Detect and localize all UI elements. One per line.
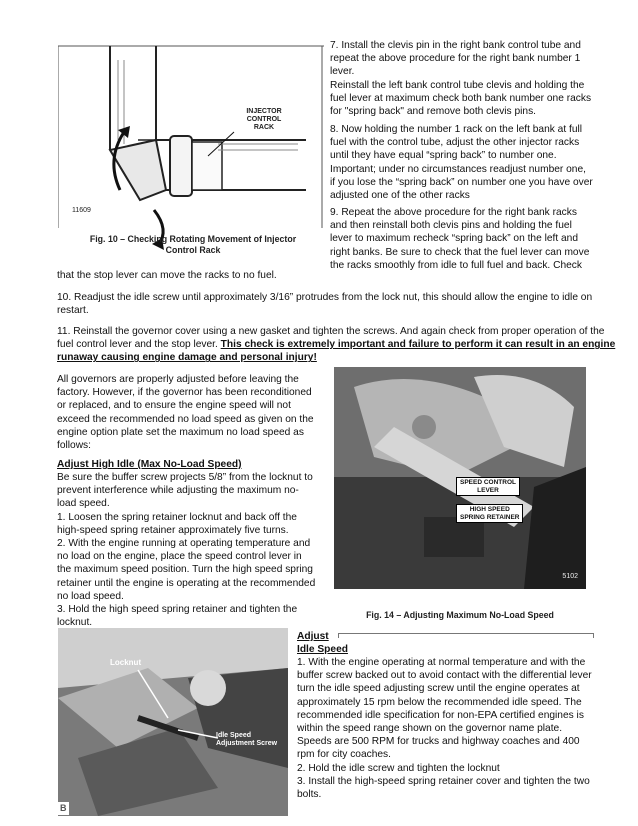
photo-b-corner-letter: B: [58, 802, 69, 815]
figure-14: [334, 367, 586, 625]
injector-control-rack-label: [234, 108, 294, 132]
idle-screw-photo-illustration: [58, 628, 288, 816]
fig14-speed-line2: LEVER: [477, 486, 499, 494]
high-speed-spring-retainer-label: [456, 504, 523, 523]
fig10-number: 11609: [72, 207, 91, 214]
photo-b-screw-line2: Adjustment Screw: [216, 740, 278, 747]
idle-heading-line1: Adjust: [297, 631, 329, 642]
fig14-caption: Fig. 14 – Adjusting Maximum No-Load Speed: [366, 610, 554, 620]
photo-b-screw-line1: Idle Speed: [216, 732, 252, 739]
photo-b-image: [58, 628, 288, 816]
fig10-label-line2: CONTROL: [246, 116, 282, 123]
fig14-number: 5102: [562, 572, 578, 580]
step-11-warning: This check is extremely important and failure to perform it can result in an engine runaway causing engine damage and personal injury!: [57, 339, 616, 364]
high-idle-heading: Adjust High Idle (Max No-Load Speed): [57, 459, 242, 470]
fig10-caption-line2: Control Rack: [165, 245, 221, 255]
fig14-speed-line1: SPEED CONTROL: [460, 479, 516, 486]
step-11: [57, 325, 617, 365]
step-7: 7. Install the clevis pin in the right bank control tube and repeat the above procedure for the right bank number 1 lever. Reinstall the left bank control tube clevis and holding the fuel lever at maximum check both bank number one racks for "spring back" and remove both clevis pins.: [330, 40, 592, 118]
fig14-high-line2: SPRING RETAINER: [460, 513, 520, 521]
governors-intro: All governors are properly adjusted before leaving the factory. However, if the governor has been reconditioned or replaced, and to ensure the engine speed will not exceed the recommended no load speed as given on the engine option plate set the maximum no load speed as follows:: [57, 374, 314, 452]
photo-b: [58, 628, 288, 816]
idle-speed-screw-label: [216, 732, 277, 748]
fig10-caption: [62, 234, 324, 256]
speed-control-lever-label: [456, 477, 520, 496]
step-9: 9. Repeat the above procedure for the right bank racks and then reinstall both clevis pins and holding the fuel lever to maximum recheck “spring back” on the left and right banks. Be sure to check that the fuel lever can move the racks smoothly from idle to full fuel and back. Check: [330, 207, 590, 271]
step-8: 8. Now holding the number 1 rack on the left bank at full fuel with the control tube, adjust the other injector racks until they have equal “spring back” to number one. Important; under no circumstances readjust number one, if you lose the “spring back” on number one you have over adjusted one of the other racks: [330, 124, 593, 202]
idle-speed-body: 1. With the engine operating at normal temperature and with the buffer screw backed out to avoid contact with the differential lever turn the idle speed adjusting screw until the engine operates at approximately 15 rpm below the recommended idle speed. The recommended idle specification for non-EPA certified engines is within the speed range shown on the governor name plate. Speeds are 500 RPM for trucks and highway coaches and 400 rpm for city coaches. 2. Hold the idle screw and tighten the locknut 3. Install the high-speed spring retainer cover and tighten the two bolts.: [297, 657, 592, 801]
high-idle-body: Be sure the buffer screw projects 5/8” from the locknut to prevent interference while adjusting the maximum no- load speed. 1. Loosen the spring retainer locknut and back off the high-speed spring retainer approximately five turns. 2. With the engine running at operating temperature and no load on the engine, place the speed control lever in the maximum speed position. Turn the high speed spring retainer until the engine is operating at the recommended no load speed. 3. Hold the high speed spring retainer and tighten the locknut.: [57, 472, 316, 629]
figure-10: [58, 40, 324, 262]
step-10: 10. Readjust the idle screw until approximately 3/16” protrudes from the lock nut, this should allow the engine to idle on restart.: [57, 292, 593, 317]
fig10-label-line1: INJECTOR: [246, 108, 282, 115]
locknut-label: Locknut: [110, 658, 142, 667]
idle-heading-line2: Idle Speed: [297, 644, 348, 656]
injector-rack-drawing: [58, 40, 324, 262]
fig10-caption-line1: Fig. 10 – Checking Rotating Movement of Injector: [89, 234, 297, 244]
idle-heading-rule: [338, 633, 594, 638]
step-11-text: 11. Reinstall the governor cover using a new gasket and tighten the screws. And again check from proper operation of the fuel control lever and the stop lever.: [57, 326, 605, 351]
fig14-high-line1: HIGH SPEED: [469, 506, 510, 513]
step-9-continuation: that the stop lever can move the racks to no fuel.: [57, 270, 277, 281]
fig14-photo: [334, 367, 586, 589]
fig10-label-line3: RACK: [253, 124, 275, 131]
